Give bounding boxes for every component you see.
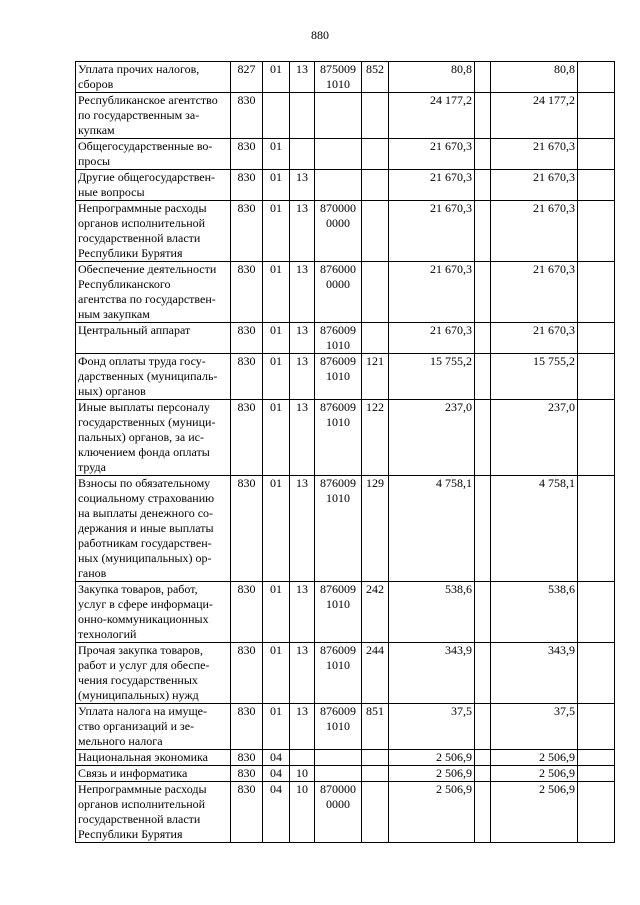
amount-total: 237,0: [491, 400, 578, 476]
csr-code-line: 876009: [320, 354, 356, 368]
ved-code: 830: [231, 766, 263, 782]
csr-code: [315, 201, 362, 262]
amount-total: 21 670,3: [491, 139, 578, 170]
amount-extra: [475, 643, 491, 704]
amount-total: 538,6: [491, 582, 578, 643]
ved-code: 830: [231, 782, 263, 843]
csr-code: [315, 400, 362, 476]
csr-code: [315, 170, 362, 201]
row-name: [76, 476, 231, 582]
row-name-line: пальных) органов, за ис-: [78, 430, 204, 444]
row-name-line: ные вопросы: [78, 185, 145, 199]
row-name-line: Связь и информатика: [78, 766, 188, 780]
csr-code: [315, 750, 362, 766]
amount-extra: [475, 262, 491, 323]
amount-total: 24 177,2: [491, 93, 578, 139]
vr-code: [362, 750, 389, 766]
row-name-line: мельного налога: [78, 734, 163, 748]
row-name-line: ство организаций и зе-: [78, 719, 195, 733]
ved-code: 830: [231, 704, 263, 750]
amount-extra: [475, 62, 491, 93]
amount-total: 21 670,3: [491, 323, 578, 354]
row-name: [76, 93, 231, 139]
amount-extra-2: [578, 323, 615, 354]
table-row: [76, 62, 615, 93]
row-name: [76, 582, 231, 643]
amount: 343,9: [389, 643, 475, 704]
csr-code-line: 876009: [320, 643, 356, 657]
amount-total: 2 506,9: [491, 750, 578, 766]
rz-code: 01: [263, 170, 290, 201]
row-name-line: на выплаты денежного со-: [78, 506, 214, 520]
vr-code: [362, 170, 389, 201]
amount-extra-2: [578, 582, 615, 643]
amount: 80,8: [389, 62, 475, 93]
rz-code: 01: [263, 201, 290, 262]
amount-extra-2: [578, 139, 615, 170]
table-row: [76, 201, 615, 262]
csr-code-line: 1010: [326, 369, 350, 383]
row-name-line: ных) органов: [78, 384, 146, 398]
vr-code: [362, 93, 389, 139]
amount-total: 343,9: [491, 643, 578, 704]
amount: 21 670,3: [389, 170, 475, 201]
pr-code: 13: [290, 354, 315, 400]
row-name-line: Иные выплаты персоналу: [78, 400, 210, 414]
table-row: [76, 704, 615, 750]
rz-code: 01: [263, 704, 290, 750]
csr-code: [315, 582, 362, 643]
csr-code: [315, 643, 362, 704]
rz-code: 04: [263, 766, 290, 782]
table-row: [76, 582, 615, 643]
rz-code: 04: [263, 782, 290, 843]
vr-code: [362, 201, 389, 262]
row-name-line: чения государственных: [78, 673, 198, 687]
amount-extra-2: [578, 262, 615, 323]
row-name: [76, 750, 231, 766]
amount-extra: [475, 476, 491, 582]
row-name: [76, 170, 231, 201]
amount: 21 670,3: [389, 262, 475, 323]
row-name-line: ным закупкам: [78, 307, 150, 321]
amount-extra-2: [578, 750, 615, 766]
rz-code: 01: [263, 354, 290, 400]
amount: 237,0: [389, 400, 475, 476]
amount: 15 755,2: [389, 354, 475, 400]
row-name-line: ганов: [78, 566, 107, 580]
pr-code: 13: [290, 582, 315, 643]
csr-code: [315, 139, 362, 170]
pr-code: 13: [290, 323, 315, 354]
csr-code: [315, 704, 362, 750]
budget-table: [75, 61, 615, 843]
amount: 2 506,9: [389, 766, 475, 782]
pr-code: 13: [290, 476, 315, 582]
amount-extra-2: [578, 643, 615, 704]
pr-code: 13: [290, 170, 315, 201]
vr-code: [362, 139, 389, 170]
vr-code: 851: [362, 704, 389, 750]
table-row: [76, 262, 615, 323]
row-name-line: держания и иные выплаты: [78, 521, 214, 535]
table-row: [76, 400, 615, 476]
rz-code: [263, 93, 290, 139]
row-name-line: [78, 338, 228, 353]
amount: 21 670,3: [389, 201, 475, 262]
csr-code-line: 876009: [320, 323, 356, 337]
csr-code-line: 876009: [320, 476, 356, 490]
rz-code: 01: [263, 262, 290, 323]
amount-total: 80,8: [491, 62, 578, 93]
row-name-line: Закупка товаров, работ,: [78, 582, 198, 596]
ved-code: 830: [231, 643, 263, 704]
row-name-line: просы: [78, 154, 111, 168]
amount-total: 37,5: [491, 704, 578, 750]
csr-code-line: 876009: [320, 704, 356, 718]
amount: 21 670,3: [389, 139, 475, 170]
row-name-line: работникам государствен-: [78, 536, 212, 550]
row-name-line: социальному страхованию: [78, 491, 215, 505]
rz-code: 01: [263, 139, 290, 170]
amount-extra: [475, 766, 491, 782]
table-row: [76, 93, 615, 139]
amount-extra-2: [578, 170, 615, 201]
amount-total: 2 506,9: [491, 766, 578, 782]
csr-code-line: 0000: [326, 216, 350, 230]
row-name-line: Обеспечение деятельности: [78, 262, 217, 276]
amount-extra-2: [578, 782, 615, 843]
table-row: [76, 476, 615, 582]
row-name: [76, 323, 231, 354]
amount-extra-2: [578, 62, 615, 93]
pr-code: 13: [290, 262, 315, 323]
csr-code-line: 870000: [320, 201, 356, 215]
table-row: [76, 766, 615, 782]
pr-code: 13: [290, 400, 315, 476]
amount-extra: [475, 323, 491, 354]
csr-code: [315, 262, 362, 323]
rz-code: 04: [263, 750, 290, 766]
amount-extra: [475, 354, 491, 400]
amount-extra: [475, 750, 491, 766]
amount-total: 21 670,3: [491, 170, 578, 201]
csr-code-line: 1010: [326, 415, 350, 429]
csr-code-line: 1010: [326, 719, 350, 733]
rz-code: 01: [263, 582, 290, 643]
vr-code: [362, 262, 389, 323]
csr-code: [315, 323, 362, 354]
row-name-line: дарственных (муниципаль-: [78, 369, 218, 383]
vr-code: 122: [362, 400, 389, 476]
csr-code-line: 875009: [320, 62, 356, 76]
amount-extra: [475, 139, 491, 170]
table-row: [76, 782, 615, 843]
pr-code: 10: [290, 766, 315, 782]
row-name: [76, 766, 231, 782]
row-name-line: государственных (муници-: [78, 415, 216, 429]
csr-code: [315, 62, 362, 93]
pr-code: 13: [290, 201, 315, 262]
amount: 37,5: [389, 704, 475, 750]
vr-code: 244: [362, 643, 389, 704]
page-number: 880: [311, 28, 329, 42]
pr-code: [290, 750, 315, 766]
row-name: [76, 201, 231, 262]
row-name-line: Непрограммные расходы: [78, 201, 207, 215]
row-name-line: Республики Бурятия: [78, 827, 183, 841]
amount: 2 506,9: [389, 782, 475, 843]
row-name-line: (муниципальных) нужд: [78, 688, 199, 702]
row-name-line: Прочая закупка товаров,: [78, 643, 203, 657]
csr-code: [315, 354, 362, 400]
row-name-line: услуг в сфере информаци-: [78, 597, 213, 611]
row-name-line: государственной власти: [78, 812, 201, 826]
row-name-line: Республиканское агентство: [78, 93, 218, 107]
ved-code: 830: [231, 201, 263, 262]
amount-extra: [475, 93, 491, 139]
vr-code: 129: [362, 476, 389, 582]
row-name-line: органов исполнительной: [78, 797, 206, 811]
csr-code-line: 0000: [326, 277, 350, 291]
row-name-line: онно-коммуникационных: [78, 612, 209, 626]
row-name-line: органов исполнительной: [78, 216, 206, 230]
amount-total: 21 670,3: [491, 201, 578, 262]
row-name: [76, 62, 231, 93]
row-name: [76, 262, 231, 323]
pr-code: 13: [290, 62, 315, 93]
amount-extra: [475, 400, 491, 476]
table-row: [76, 323, 615, 354]
amount-extra: [475, 201, 491, 262]
pr-code: 13: [290, 643, 315, 704]
amount-extra-2: [578, 766, 615, 782]
row-name: [76, 354, 231, 400]
row-name: [76, 139, 231, 170]
vr-code: [362, 766, 389, 782]
csr-code-line: 876009: [320, 400, 356, 414]
amount: 21 670,3: [389, 323, 475, 354]
row-name: [76, 400, 231, 476]
table-row: [76, 643, 615, 704]
row-name-line: Другие общегосударствен-: [78, 170, 216, 184]
csr-code-line: 876000: [320, 262, 356, 276]
row-name-line: Центральный аппарат: [78, 323, 191, 337]
vr-code: 242: [362, 582, 389, 643]
table-row: [76, 170, 615, 201]
pr-code: [290, 93, 315, 139]
csr-code-line: 1010: [326, 491, 350, 505]
table-row: [76, 139, 615, 170]
rz-code: 01: [263, 476, 290, 582]
row-name-line: по государственным за-: [78, 108, 200, 122]
ved-code: 830: [231, 262, 263, 323]
amount-extra: [475, 170, 491, 201]
row-name-line: Уплата прочих налогов,: [78, 62, 200, 76]
amount-extra: [475, 782, 491, 843]
csr-code: [315, 782, 362, 843]
ved-code: 830: [231, 323, 263, 354]
row-name-line: ных (муниципальных) ор-: [78, 551, 212, 565]
csr-code: [315, 93, 362, 139]
row-name-line: работ и услуг для обеспе-: [78, 658, 210, 672]
csr-code-line: 0000: [326, 797, 350, 811]
row-name-line: Общегосударственные во-: [78, 139, 213, 153]
amount-extra: [475, 582, 491, 643]
amount: 24 177,2: [389, 93, 475, 139]
amount: 538,6: [389, 582, 475, 643]
rz-code: 01: [263, 400, 290, 476]
csr-code-line: 876009: [320, 582, 356, 596]
vr-code: [362, 782, 389, 843]
row-name: [76, 782, 231, 843]
ved-code: 830: [231, 582, 263, 643]
ved-code: 830: [231, 750, 263, 766]
row-name-line: сборов: [78, 77, 114, 91]
row-name-line: Уплата налога на имуще-: [78, 704, 207, 718]
ved-code: 830: [231, 476, 263, 582]
table-row: [76, 354, 615, 400]
amount-total: 15 755,2: [491, 354, 578, 400]
row-name-line: Фонд оплаты труда госу-: [78, 354, 206, 368]
pr-code: [290, 139, 315, 170]
table-row: [76, 750, 615, 766]
amount: 4 758,1: [389, 476, 475, 582]
row-name: [76, 643, 231, 704]
row-name-line: купкам: [78, 123, 115, 137]
rz-code: 01: [263, 643, 290, 704]
csr-code: [315, 766, 362, 782]
rz-code: 01: [263, 323, 290, 354]
ved-code: 830: [231, 93, 263, 139]
csr-code: [315, 476, 362, 582]
amount-extra-2: [578, 704, 615, 750]
csr-code-line: 870000: [320, 782, 356, 796]
amount-extra-2: [578, 354, 615, 400]
pr-code: 10: [290, 782, 315, 843]
row-name-line: государственной власти: [78, 231, 201, 245]
row-name-line: труда: [78, 460, 106, 474]
row-name-line: Национальная экономика: [78, 750, 208, 764]
amount: 2 506,9: [389, 750, 475, 766]
amount-total: 2 506,9: [491, 782, 578, 843]
ved-code: 830: [231, 354, 263, 400]
vr-code: 121: [362, 354, 389, 400]
row-name-line: технологий: [78, 627, 137, 641]
csr-code-line: 1010: [326, 597, 350, 611]
rz-code: 01: [263, 62, 290, 93]
amount-extra-2: [578, 400, 615, 476]
row-name-line: Республики Бурятия: [78, 246, 183, 260]
amount-extra: [475, 704, 491, 750]
ved-code: 827: [231, 62, 263, 93]
row-name-line: агентства по государствен-: [78, 292, 216, 306]
row-name-line: Взносы по обязательному: [78, 476, 211, 490]
amount-total: 21 670,3: [491, 262, 578, 323]
vr-code: [362, 323, 389, 354]
amount-extra-2: [578, 476, 615, 582]
vr-code: 852: [362, 62, 389, 93]
row-name-line: Республиканского: [78, 277, 171, 291]
amount-extra-2: [578, 201, 615, 262]
ved-code: 830: [231, 139, 263, 170]
row-name-line: ключением фонда оплаты: [78, 445, 210, 459]
csr-code-line: 1010: [326, 338, 350, 352]
csr-code-line: 1010: [326, 658, 350, 672]
pr-code: 13: [290, 704, 315, 750]
row-name: [76, 704, 231, 750]
ved-code: 830: [231, 400, 263, 476]
amount-extra-2: [578, 93, 615, 139]
row-name-line: Непрограммные расходы: [78, 782, 207, 796]
csr-code-line: 1010: [326, 77, 350, 91]
ved-code: 830: [231, 170, 263, 201]
amount-total: 4 758,1: [491, 476, 578, 582]
